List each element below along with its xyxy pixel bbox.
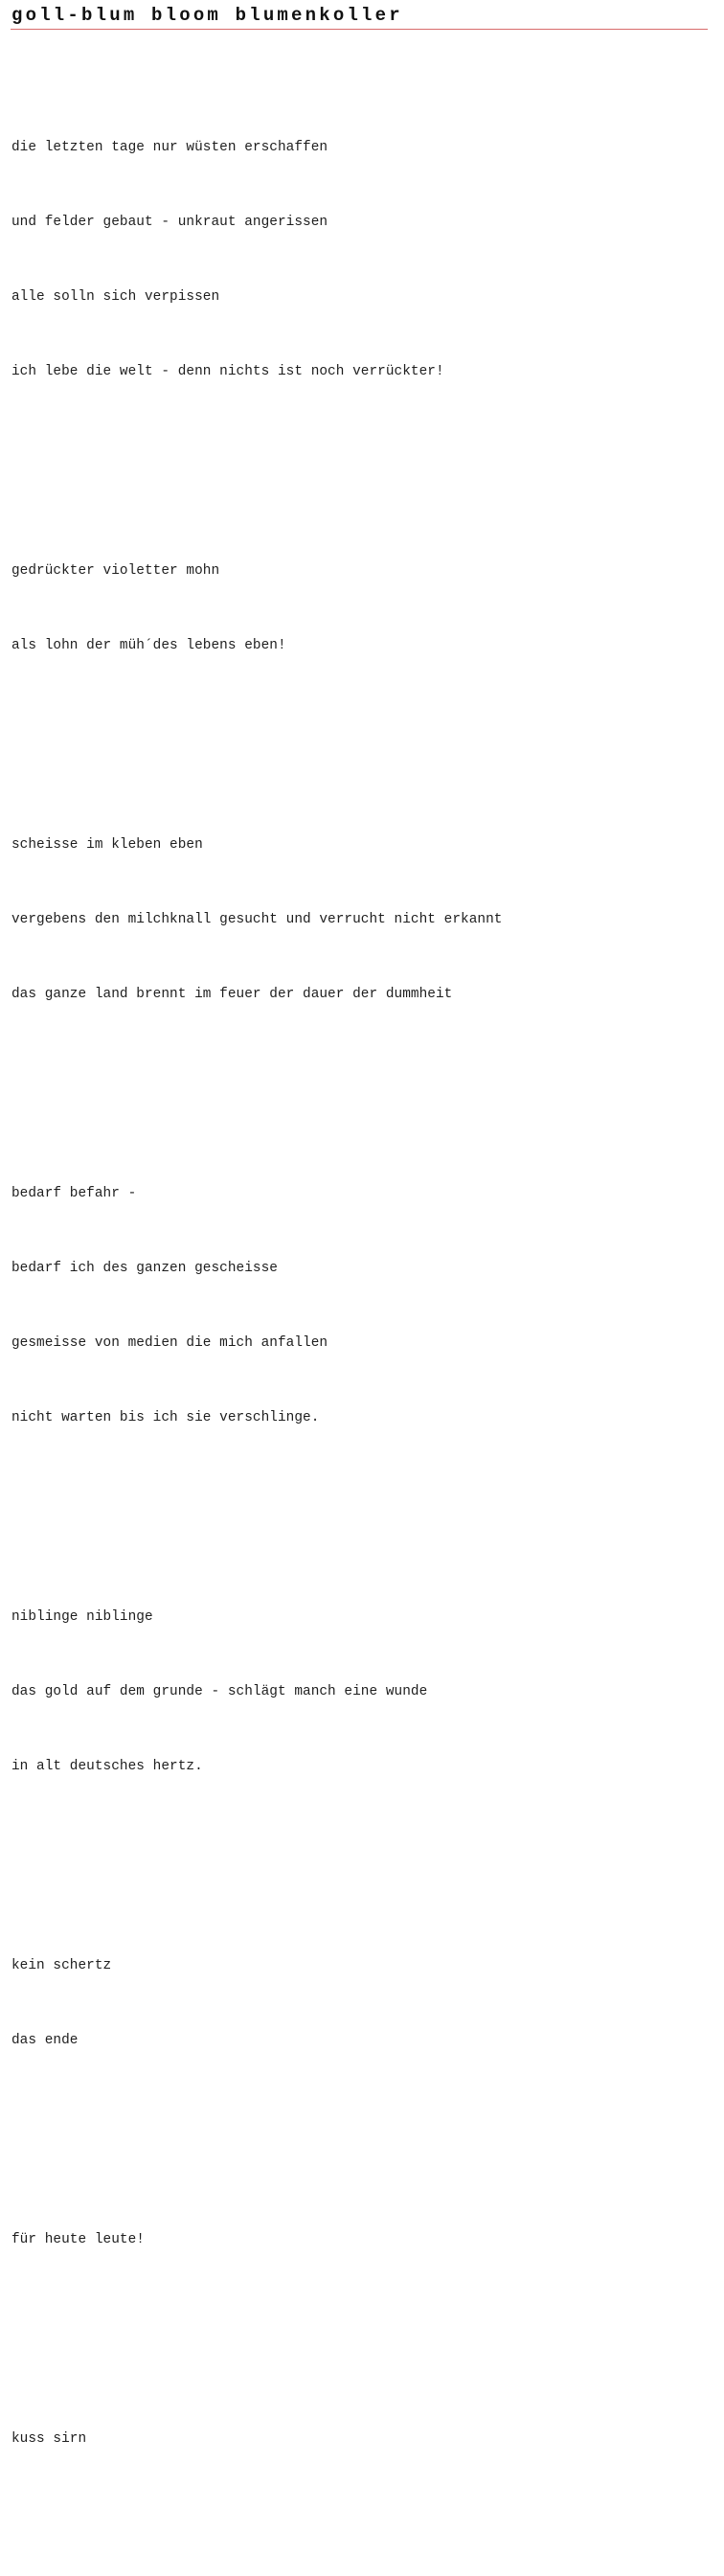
stanza-7 (11, 2177, 502, 2302)
stanza-1 (11, 85, 502, 434)
poem-line: vergebens den milchknall gesucht und verrucht nicht erkannt (11, 912, 503, 927)
stanza-6 (11, 1904, 502, 2103)
stanza-3 (11, 783, 502, 1057)
poem-line: das ganze land brennt im feuer der dauer der dummheit (11, 987, 453, 1002)
poem-line: das ende (11, 2033, 79, 2048)
stanza-2 (11, 509, 502, 708)
poem-body (11, 35, 502, 2576)
poem-line: in alt deutsches hertz. (11, 1759, 203, 1774)
stanza-5 (11, 1555, 502, 1829)
poem-line: gesmeisse von medien die mich anfallen (11, 1335, 328, 1351)
poem-line: die letzten tage nur wüsten erschaffen (11, 140, 328, 155)
poem-line: gedrückter violetter mohn (11, 563, 220, 579)
poem-line: ich lebe die welt - denn nichts ist noch verrückter! (11, 364, 444, 379)
poem-line: kuss sirn (11, 2431, 87, 2447)
poem-title: goll-blum bloom blumenkoller (11, 5, 403, 26)
poem-line: bedarf befahr - (11, 1186, 137, 1201)
poem-line: und felder gebaut - unkraut angerissen (11, 215, 328, 230)
stanza-8 (11, 2377, 502, 2501)
poem-line: kein schertz (11, 1958, 112, 1973)
poem-line: niblinge niblinge (11, 1609, 153, 1625)
poem-line: als lohn der müh´des lebens eben! (11, 638, 286, 653)
title-underline-divider (11, 29, 708, 30)
stanza-4 (11, 1131, 502, 1480)
poem-line: bedarf ich des ganzen gescheisse (11, 1261, 278, 1276)
poem-line: nicht warten bis ich sie verschlinge. (11, 1410, 320, 1425)
poem-line: alle solln sich verpissen (11, 289, 220, 305)
poem-line: für heute leute! (11, 2232, 145, 2247)
poem-line: das gold auf dem grunde - schlägt manch eine wunde (11, 1684, 428, 1699)
poem-line: scheisse im kleben eben (11, 837, 203, 853)
